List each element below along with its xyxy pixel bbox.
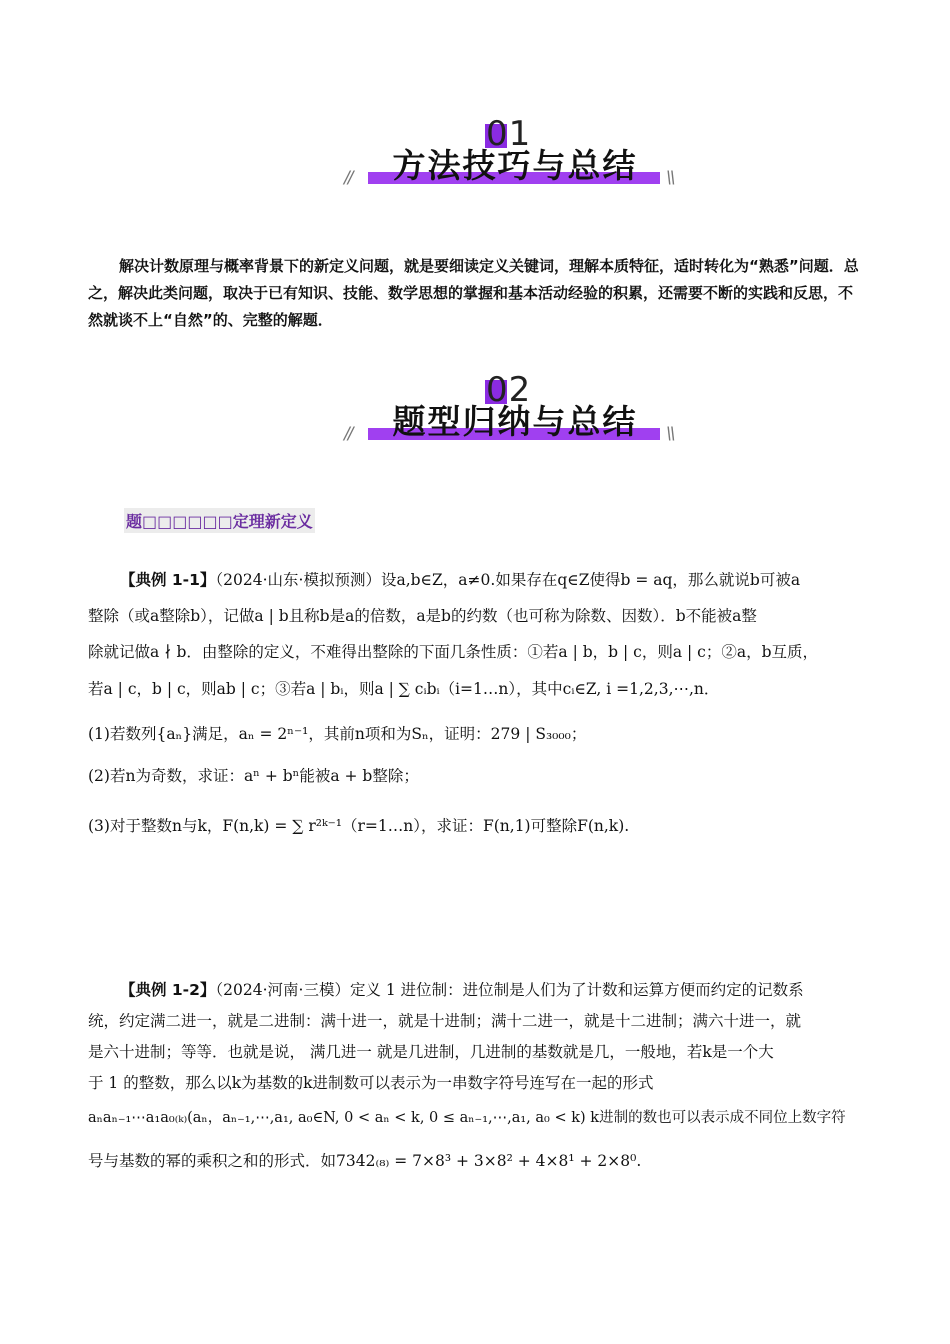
section-title: 题型归纳与总结 [392,402,638,441]
slash-decoration-right: \\ [666,168,674,188]
section-title: 方法技巧与总结 [392,146,638,185]
example-label: 【典例 1-2】 [120,981,216,999]
slash-decoration-left: // [344,168,352,188]
example-text: 设a,b∈Z，a≠0.如果存在q∈Z使得b = aq，那么就说b可被a [380,571,801,589]
question-2: (2)若n为奇数，求证：aⁿ + bⁿ能被a + b整除； [88,767,419,785]
example-source: （2024·河南·三模） [215,981,350,999]
example-2-line-6: 号与基数的幂的乘积之和的形式．如7342₍₈₎ = 7×8³ + 3×8² + 4×8¹ + 2×8⁰. [88,1152,642,1170]
example-2-line-4: 于 1 的整数，那么以k为基数的k进制数可以表示为一串数字符号连写在一起的形式 [88,1074,654,1092]
example-2-line-2: 统，约定满二进一，就是二进制：满十进一，就是十进制；满十二进一，就是十二进制；满六十进一，就 [88,1012,802,1030]
example-label: 【典例 1-1】 [120,571,216,589]
slash-decoration-left: // [344,424,352,444]
question-3: (3)对于整数n与k，F(n,k) = ∑ r²ᵏ⁻¹（r=1…n），求证：F(n,1)可整除F(n,k). [88,817,630,835]
example-1-line-4: 若a | c，b | c，则ab | c；③若a | bᵢ，则a | ∑ cᵢbᵢ（i=1…n），其中cᵢ∈Z, i =1,2,3,⋯,n． [88,680,720,698]
example-1-line-3: 除就记做a ∤ b．由整除的定义，不难得出整除的下面几条性质：①若a | b，b | c，则a | c；②a，b互质， [88,643,819,661]
section-number: 02 [486,370,532,410]
example-text: 定义 1 进位制：进位制是人们为了计数和运算方便而约定的记数系 [349,981,804,999]
topic-subheading: 题□□□□□□定理新定义 [124,508,315,533]
example-2-line-5: aₙaₙ₋₁⋯a₁a₀₍ₖ₎(aₙ，aₙ₋₁,⋯,a₁, a₀∈N, 0 < aₙ < k, 0 ≤ aₙ₋₁,⋯,a₁, a₀ < k) k进制的数也可以表示成不同位上数字符 [88,1110,846,1126]
section-banner-1 [340,114,680,200]
example-1-line-2: 整除（或a整除b），记做a | b且称b是a的倍数，a是b的约数（也可称为除数、因数）．b不能被a整 [88,607,757,625]
section-banner-2 [340,370,680,456]
example-1-line-1 [120,568,800,590]
example-2-line-1 [120,978,804,1000]
summary-paragraph: 解决计数原理与概率背景下的新定义问题，就是要细读定义关键词，理解本质特征，适时转化为“熟悉”问题．总之，解决此类问题，取决于已有知识、技能、数学思想的掌握和基本活动经验的积累，还需要不断的实践和反思，不然就谈不上“自然”的、完整的解题． [88,257,859,329]
example-source: （2024·山东·模拟预测） [215,571,381,589]
example-2-line-3: 是六十进制；等等．也就是说， 满几进一 就是几进制，几进制的基数就是几，一般地，若k是一个大 [88,1043,774,1061]
section-number: 01 [486,114,532,154]
slash-decoration-right: \\ [666,424,674,444]
question-1: (1)若数列{aₙ}满足，aₙ = 2ⁿ⁻¹，其前n项和为Sₙ，证明：279 | S₃₀₀₀； [88,725,587,743]
